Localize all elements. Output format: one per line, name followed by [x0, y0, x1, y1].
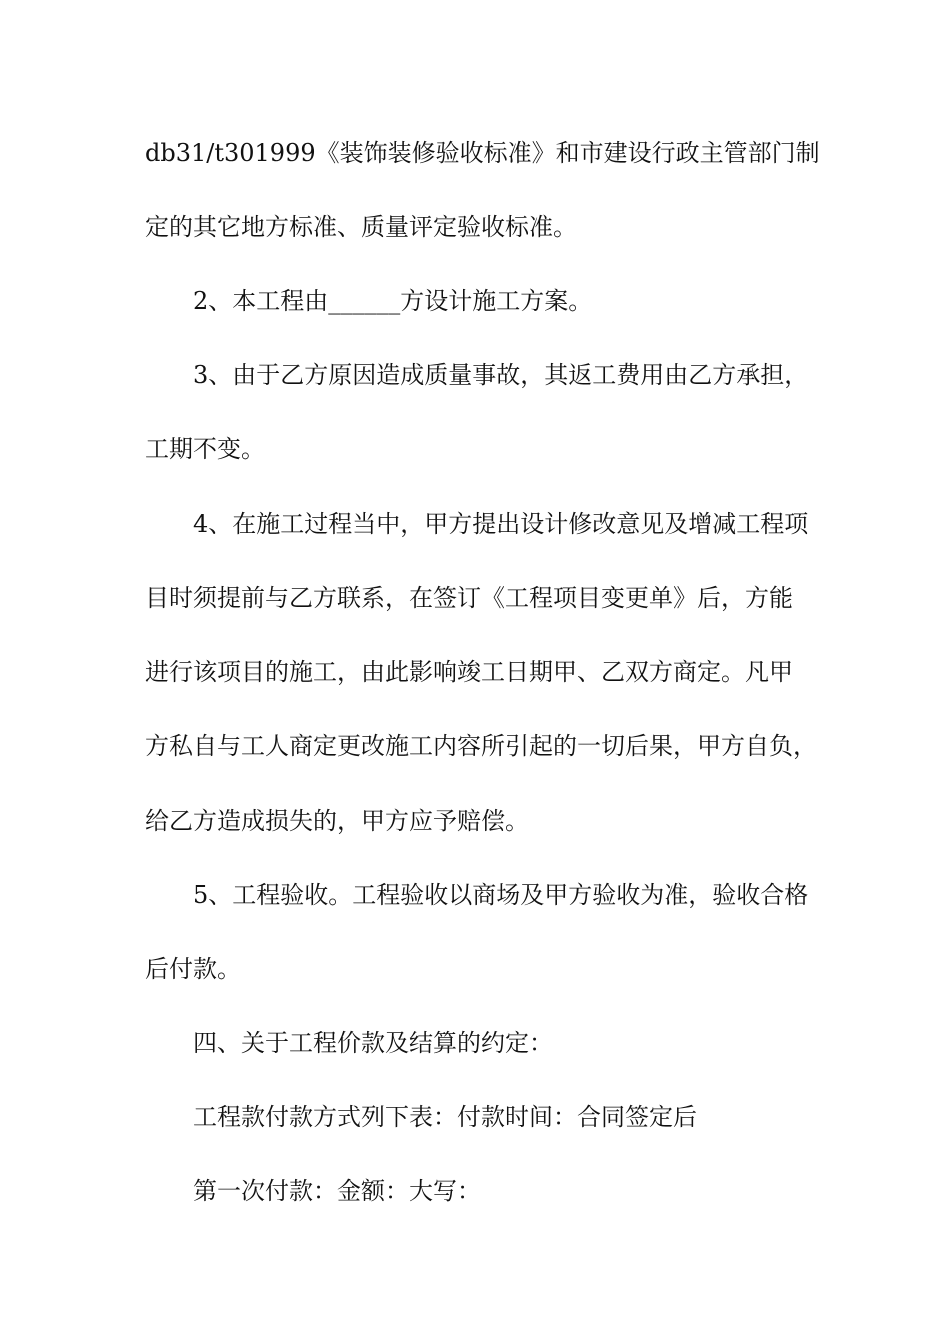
text-line: 4、在施工过程当中，甲方提出设计修改意见及增减工程项	[193, 510, 809, 538]
text-line: 工期不变。	[145, 435, 265, 463]
text-line: 进行该项目的施工，由此影响竣工日期甲、乙双方商定。凡甲	[145, 658, 793, 686]
text-line: 2、本工程由______方设计施工方案。	[193, 287, 593, 315]
text-line: 方私自与工人商定更改施工内容所引起的一切后果，甲方自负，	[145, 732, 817, 760]
text-line: db31/t301999《装饰装修验收标准》和市建设行政主管部门制	[145, 139, 820, 167]
text-line: 定的其它地方标准、质量评定验收标准。	[145, 213, 577, 241]
text-line: 给乙方造成损失的，甲方应予赔偿。	[145, 807, 529, 835]
text-line: 3、由于乙方原因造成质量事故，其返工费用由乙方承担，	[193, 361, 809, 389]
text-line: 5、工程验收。工程验收以商场及甲方验收为准，验收合格	[193, 881, 809, 909]
text-line: 工程款付款方式列下表：付款时间：合同签定后	[193, 1103, 697, 1131]
text-line: 四、关于工程价款及结算的约定：	[193, 1029, 553, 1057]
text-line: 第一次付款：金额：大写：	[193, 1177, 481, 1205]
text-line: 后付款。	[145, 955, 241, 983]
text-line: 目时须提前与乙方联系，在签订《工程项目变更单》后，方能	[145, 584, 793, 612]
